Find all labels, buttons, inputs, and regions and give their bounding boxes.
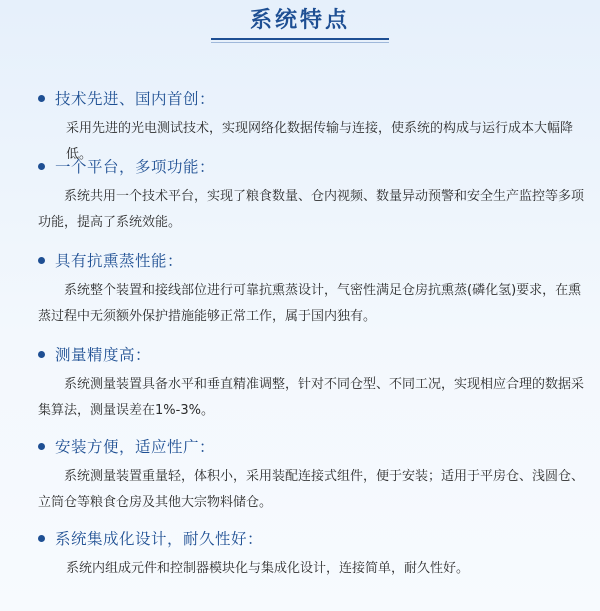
feature-title: 技术先进、国内首创： [55, 90, 216, 108]
feature-heading [38, 86, 215, 110]
feature-heading [38, 434, 215, 458]
feature-heading [38, 154, 215, 178]
page-title: 系统特点 [249, 8, 350, 33]
feature-heading [38, 248, 183, 272]
bullet-dot-icon [38, 163, 45, 170]
feature-title: 一个平台，多项功能： [55, 158, 216, 176]
feature-title: 具有抗熏蒸性能： [55, 252, 184, 270]
feature-heading [38, 342, 151, 366]
feature-title: 测量精度高： [55, 346, 152, 364]
feature-description: 系统整个装置和接线部位进行可靠抗熏蒸设计，气密性满足仓房抗熏蒸(磷化氢)要求，在熏蒸过程中无须额外保护措施能够正常工作，属于国内独有。 [38, 283, 582, 324]
title-underline [211, 38, 389, 40]
bullet-dot-icon [38, 443, 45, 450]
feature-heading [38, 526, 263, 550]
feature-description: 系统共用一个技术平台，实现了粮食数量、仓内视频、数量异动预警和安全生产监控等多项功能，提高了系统效能。 [38, 189, 585, 230]
feature-description: 系统测量装置具备水平和垂直精准调整，针对不同仓型、不同工况，实现相应合理的数据采集算法，测量误差在1%-3%。 [38, 377, 585, 418]
feature-title: 安装方便，适应性广： [55, 438, 216, 456]
feature-description: 采用先进的光电测试技术，实现网络化数据传输与连接，使系统的构成与运行成本大幅降低。 [66, 121, 574, 162]
feature-title: 系统集成化设计，耐久性好： [55, 530, 264, 548]
bullet-dot-icon [38, 535, 45, 542]
feature-description: 系统测量装置重量轻，体积小，采用装配连接式组件，便于安装；适用于平房仓、浅圆仓、立筒仓等粮食仓房及其他大宗物料储仓。 [38, 469, 585, 510]
bullet-dot-icon [38, 351, 45, 358]
title-underline-secondary [211, 42, 389, 43]
feature-description: 系统内组成元件和控制器模块化与集成化设计，连接简单，耐久性好。 [66, 561, 470, 576]
bullet-dot-icon [38, 257, 45, 264]
bullet-dot-icon [38, 95, 45, 102]
title-area [0, 6, 600, 36]
